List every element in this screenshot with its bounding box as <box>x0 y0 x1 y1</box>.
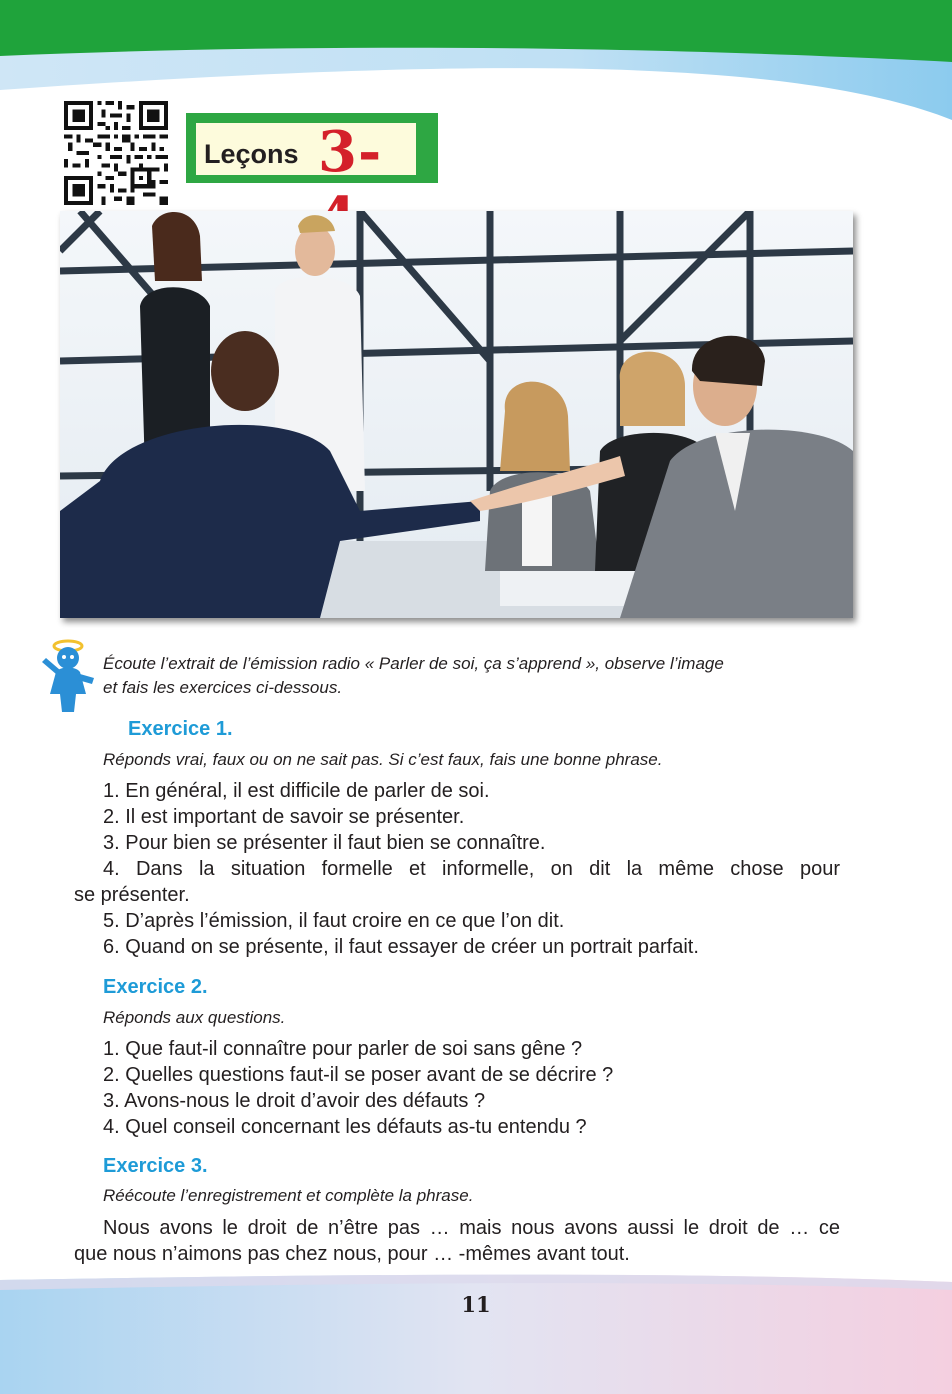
exercise-1-item: 2. Il est important de savoir se présenter. <box>103 806 465 828</box>
exercise-1-item: 1. En général, il est difficile de parler de soi. <box>103 780 490 802</box>
exercise-1-item-continuation: se présenter. <box>74 884 190 906</box>
exercise-2-item: 3. Avons-nous le droit d’avoir des défauts ? <box>103 1090 486 1112</box>
exercise-2-item: 4. Quel conseil concernant les défauts as-tu entendu ? <box>103 1116 587 1138</box>
footer-decoration <box>0 1270 952 1394</box>
listening-figure-icon <box>36 632 100 714</box>
page-number: 11 <box>461 1292 491 1317</box>
exercise-3-title: Exercice 3. <box>103 1155 208 1177</box>
lesson-label: Leçons <box>204 139 299 169</box>
exercise-3-line-1: Nous avons le droit de n’être pas … mais nous avons aussi le droit de … ce <box>103 1217 840 1239</box>
exercise-2-subtitle: Réponds aux questions. <box>103 1008 286 1027</box>
instruction-line-2: et fais les exercices ci-dessous. <box>103 678 343 697</box>
meeting-photo <box>60 211 853 618</box>
exercise-1-subtitle: Réponds vrai, faux ou on ne sait pas. Si c’est faux, fais une bonne phrase. <box>103 750 663 769</box>
exercise-2-item: 2. Quelles questions faut-il se poser avant de se décrire ? <box>103 1064 614 1086</box>
exercise-1-item: 4. Dans la situation formelle et informelle, on dit la même chose pour <box>103 858 840 880</box>
exercise-2-title: Exercice 2. <box>103 976 208 998</box>
exercise-1-item: 3. Pour bien se présenter il faut bien se connaître. <box>103 832 546 854</box>
exercise-1-item: 6. Quand on se présente, il faut essayer de créer un portrait parfait. <box>103 936 699 958</box>
instruction-line-1: Écoute l’extrait de l’émission radio « Parler de soi, ça s’apprend », observe l’image <box>103 654 724 673</box>
lesson-title-inner <box>196 119 416 185</box>
exercise-3-line-2: que nous n’aimons pas chez nous, pour … -mêmes avant tout. <box>74 1243 630 1265</box>
exercise-3-subtitle: Réécoute l’enregistrement et complète la phrase. <box>103 1186 474 1205</box>
qr-code-icon[interactable] <box>64 101 168 205</box>
exercise-2-item: 1. Que faut-il connaître pour parler de soi sans gêne ? <box>103 1038 583 1060</box>
lesson-title-box <box>186 113 438 183</box>
listening-instruction <box>103 652 863 700</box>
exercise-1-title: Exercice 1. <box>128 718 233 740</box>
exercise-1-item: 5. D’après l’émission, il faut croire en ce que l’on dit. <box>103 910 565 932</box>
lesson-number: 3- <box>318 119 383 185</box>
